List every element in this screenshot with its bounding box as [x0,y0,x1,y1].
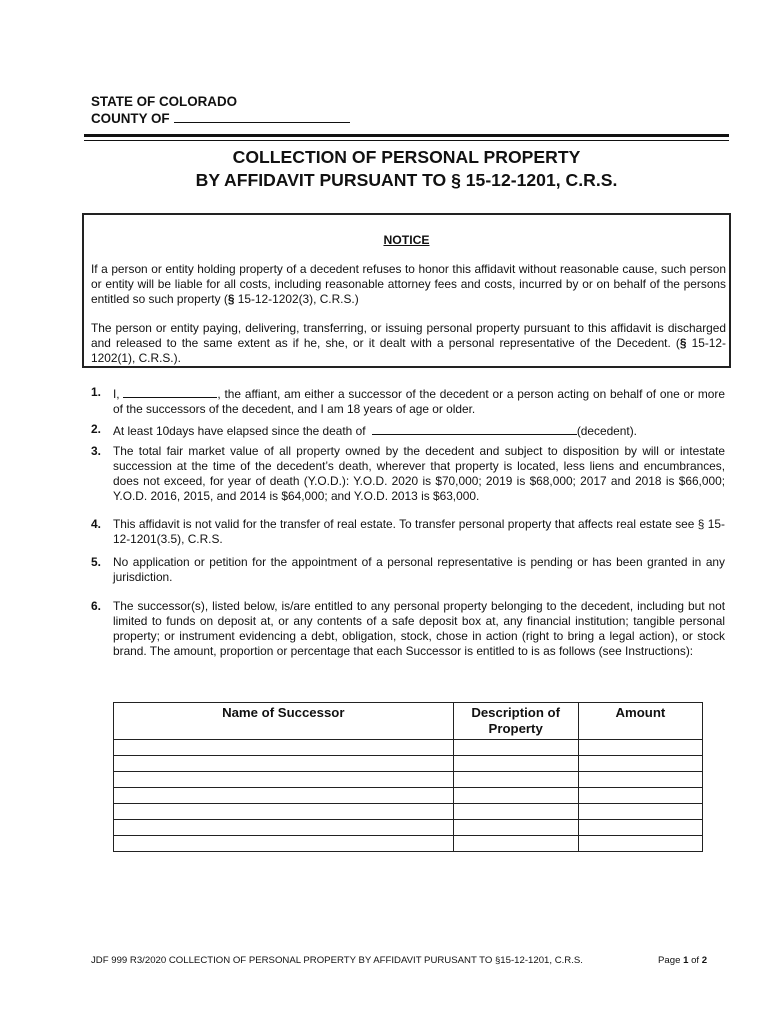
amount-cell[interactable] [578,772,702,788]
header-divider-thin [84,140,729,141]
notice-p1-section-symbol: § [227,292,235,306]
page-total: 2 [701,955,708,966]
county-label: COUNTY OF [91,111,170,126]
amount-cell[interactable] [578,804,702,820]
successor-name-cell[interactable] [114,740,454,756]
successor-name-cell[interactable] [114,756,454,772]
form-footer-id: JDF 999 R3/2020 COLLECTION OF PERSONAL PROPERTY BY AFFIDAVIT PURUSANT TO §15-12-1201, C.R.S. [91,955,583,966]
decedent-name-blank-field[interactable] [372,422,577,435]
table-row [114,756,703,772]
successor-name-cell[interactable] [114,836,454,852]
column-header-name: Name of Successor [114,703,454,740]
column-header-amount: Amount [578,703,702,740]
title-line-2: BY AFFIDAVIT PURSUANT TO § 15-12-1201, C.R.S. [195,170,618,190]
property-description-cell[interactable] [453,756,578,772]
item-2-lead: At least 10days have elapsed since the death of [113,424,369,438]
property-description-cell[interactable] [453,836,578,852]
jurisdiction-header [91,94,350,127]
item-1-lead: I, [113,387,124,401]
page-indicator [658,955,707,966]
successor-table-header-row [114,703,703,740]
notice-p1-citation: 15-12-1202(3), C.R.S.) [234,292,359,306]
item-2-tail: (decedent). [576,424,637,438]
table-row [114,772,703,788]
item-1-body: , the affiant, am either a successor of the decedent or a person acting on behalf of one or more of the successors of the decedent, and I am 18 years of age or older. [113,387,725,416]
county-blank-field[interactable] [174,110,350,123]
page-of-word: of [691,955,700,966]
successor-table [113,702,703,852]
property-description-cell[interactable] [453,820,578,836]
successor-name-cell[interactable] [114,772,454,788]
table-row [114,740,703,756]
affiant-name-blank-field[interactable] [123,385,217,398]
item-text: The successor(s), listed below, is/are entitled to any personal property belonging to the decedent, including but not limited to funds on deposit at, or any contents of a safe deposit box at, any financial institution; tangible personal property; or instrument evidencing a debt, obligation, stock, chose in action (right to bring a legal action), or stock brand. The amount, proportion or percentage that each Successor is entitled to is as follows (see Instructions): [113,599,725,658]
item-text: This affidavit is not valid for the transfer of real estate. To transfer personal property that affects real estate see § 15-12-1201(3.5), C.R.S. [113,517,725,546]
column-header-description: Description of Property [453,703,578,740]
property-description-cell[interactable] [453,772,578,788]
item-number: 6. [91,599,101,613]
item-number: 2. [91,422,101,436]
property-description-cell[interactable] [453,740,578,756]
amount-cell[interactable] [578,740,702,756]
notice-paragraph-1 [91,262,726,307]
table-row [114,820,703,836]
notice-heading: NOTICE [383,233,430,247]
page-number: 1 [683,955,689,966]
item-text [113,422,725,439]
property-description-cell[interactable] [453,804,578,820]
successor-name-cell[interactable] [114,788,454,804]
successor-name-cell[interactable] [114,804,454,820]
table-row [114,788,703,804]
table-row [114,836,703,852]
notice-p2-section-symbol: § [679,336,687,350]
item-number: 5. [91,555,101,569]
title-line-1: COLLECTION OF PERSONAL PROPERTY [232,147,581,167]
item-text: No application or petition for the appointment of a personal representative is pending or has been granted in any jurisdiction. [113,555,725,584]
successor-name-cell[interactable] [114,820,454,836]
notice-p1-text: If a person or entity holding property of a decedent refuses to honor this affidavit without reasonable cause, such person or entity will be liable for all costs, including reasonable attorney fees and costs, incurred by or on behalf of the persons entitled so such property ( [91,262,726,306]
property-description-cell[interactable] [453,788,578,804]
document-title [84,146,729,192]
amount-cell[interactable] [578,756,702,772]
amount-cell[interactable] [578,820,702,836]
item-number: 4. [91,517,101,531]
notice-box [82,213,731,368]
notice-p2-text: The person or entity paying, delivering, transferring, or issuing personal property pursuant to this affidavit is discharged and released to the same extent as if he, she, or it dealt with a personal representative of the Decedent. ( [91,321,726,350]
table-row [114,804,703,820]
header-divider-thick [84,134,729,137]
item-number: 3. [91,444,101,458]
notice-paragraph-2 [91,321,726,366]
item-number: 1. [91,385,101,399]
item-text: The total fair market value of all property owned by the decedent and subject to disposition by will or intestate succession at the time of the decedent’s death, wherever that property is located, less liens and encumbrances, does not exceed, for year of death (Y.O.D.): Y.O.D. 2020 is $70,000; 2019 is $68,000; 2017 and 2018 is $66,000; Y.O.D. 2016, 2015, and 2014 is $64,000; and Y.O.D. 2013 is $63,000. [113,444,725,503]
amount-cell[interactable] [578,836,702,852]
county-line [91,110,350,127]
state-label: STATE OF COLORADO [91,94,238,109]
amount-cell[interactable] [578,788,702,804]
page-word: Page [658,955,681,966]
notice-p2-citation: 15-12-1202(1), C.R.S.). [91,336,726,365]
item-text [113,385,725,417]
